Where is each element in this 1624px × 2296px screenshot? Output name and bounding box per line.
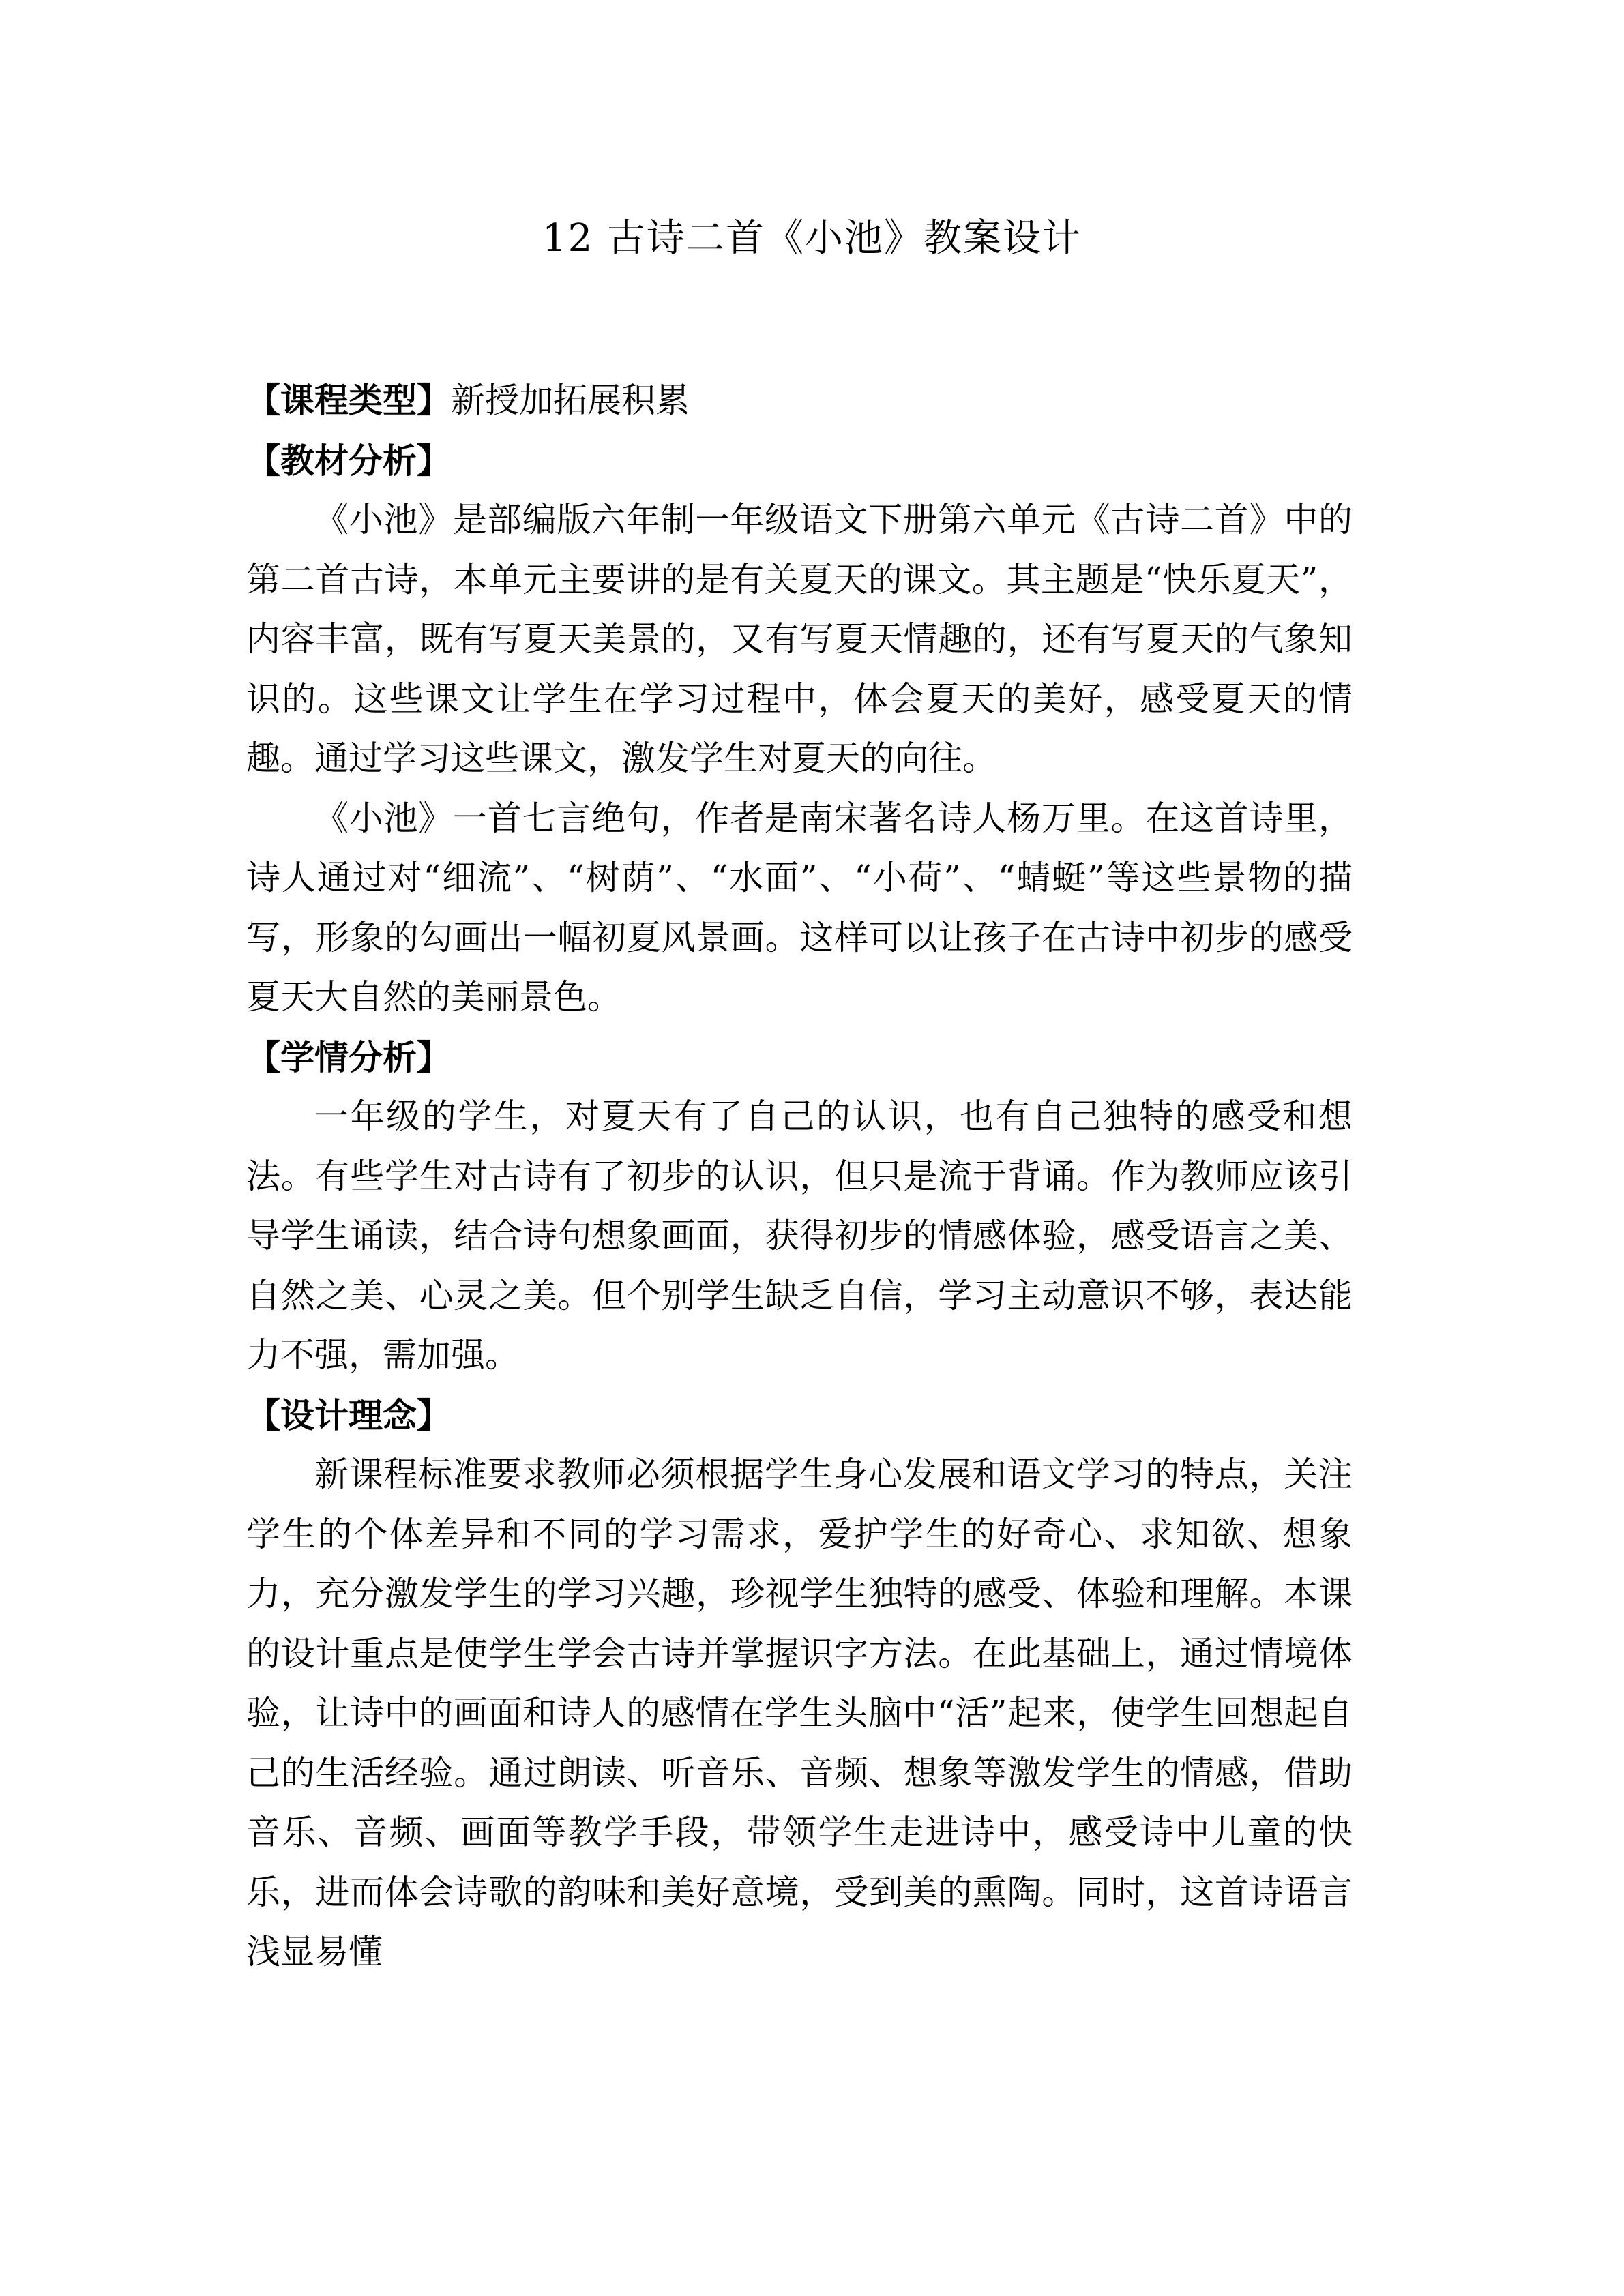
document-title: 12 古诗二首《小池》教案设计: [542, 216, 1082, 260]
document-body: [246, 370, 1353, 1982]
section-heading-label: 【教材分析】: [246, 440, 451, 481]
section-heading-label: 【设计理念】: [246, 1395, 451, 1435]
paragraph: 一年级的学生，对夏天有了自己的认识，也有自己独特的感受和想法。有些学生对古诗有了初步的认识，但只是流于背诵。作为教师应该引导学生诵读，结合诗句想象画面，获得初步的情感体验，感受语言之美、自然之美、心灵之美。但个别学生缺乏自信，学习主动意识不够，表达能力不强，需加强。: [246, 1097, 1353, 1375]
section-heading-textbook-analysis: [246, 431, 1353, 491]
section-heading-label: 【学情分析】: [246, 1037, 451, 1077]
section-heading-design-concept: [246, 1386, 1353, 1446]
paragraph: 《小池》一首七言绝句，作者是南宋著名诗人杨万里。在这首诗里，诗人通过对“细流”、“树荫”、“水面”、“小荷”、“蜻蜓”等这些景物的描写，形象的勾画出一幅初夏风景画。这样可以让孩子在古诗中初步的感受夏天大自然的美丽景色。: [246, 798, 1353, 1017]
section-heading-course-type: [246, 370, 1353, 431]
section-heading-label: 【课程类型】: [246, 380, 451, 420]
paragraph: 《小池》是部编版六年制一年级语文下册第六单元《古诗二首》中的第二首古诗，本单元主要讲的是有关夏天的课文。其主题是“快乐夏天”，内容丰富，既有写夏天美景的，又有写夏天情趣的，还有写夏天的气象知识的。这些课文让学生在学习过程中，体会夏天的美好，感受夏天的情趣。通过学习这些课文，激发学生对夏天的向往。: [246, 500, 1353, 778]
paragraph: 新课程标准要求教师必须根据学生身心发展和语文学习的特点，关注学生的个体差异和不同的学习需求，爱护学生的好奇心、求知欲、想象力，充分激发学生的学习兴趣，珍视学生独特的感受、体验和理解。本课的设计重点是使学生学会古诗并掌握识字方法。在此基础上，通过情境体验，让诗中的画面和诗人的感情在学生头脑中“活”起来，使学生回想起自己的生活经验。通过朗读、听音乐、音频、想象等激发学生的情感，借助音乐、音频、画面等教学手段，带领学生走进诗中，感受诗中儿童的快乐，进而体会诗歌的韵味和美好意境，受到美的熏陶。同时，这首诗语言浅显易懂: [246, 1455, 1353, 1971]
course-type-value: 新授加拓展积累: [451, 381, 690, 420]
section-heading-student-analysis: [246, 1028, 1353, 1088]
